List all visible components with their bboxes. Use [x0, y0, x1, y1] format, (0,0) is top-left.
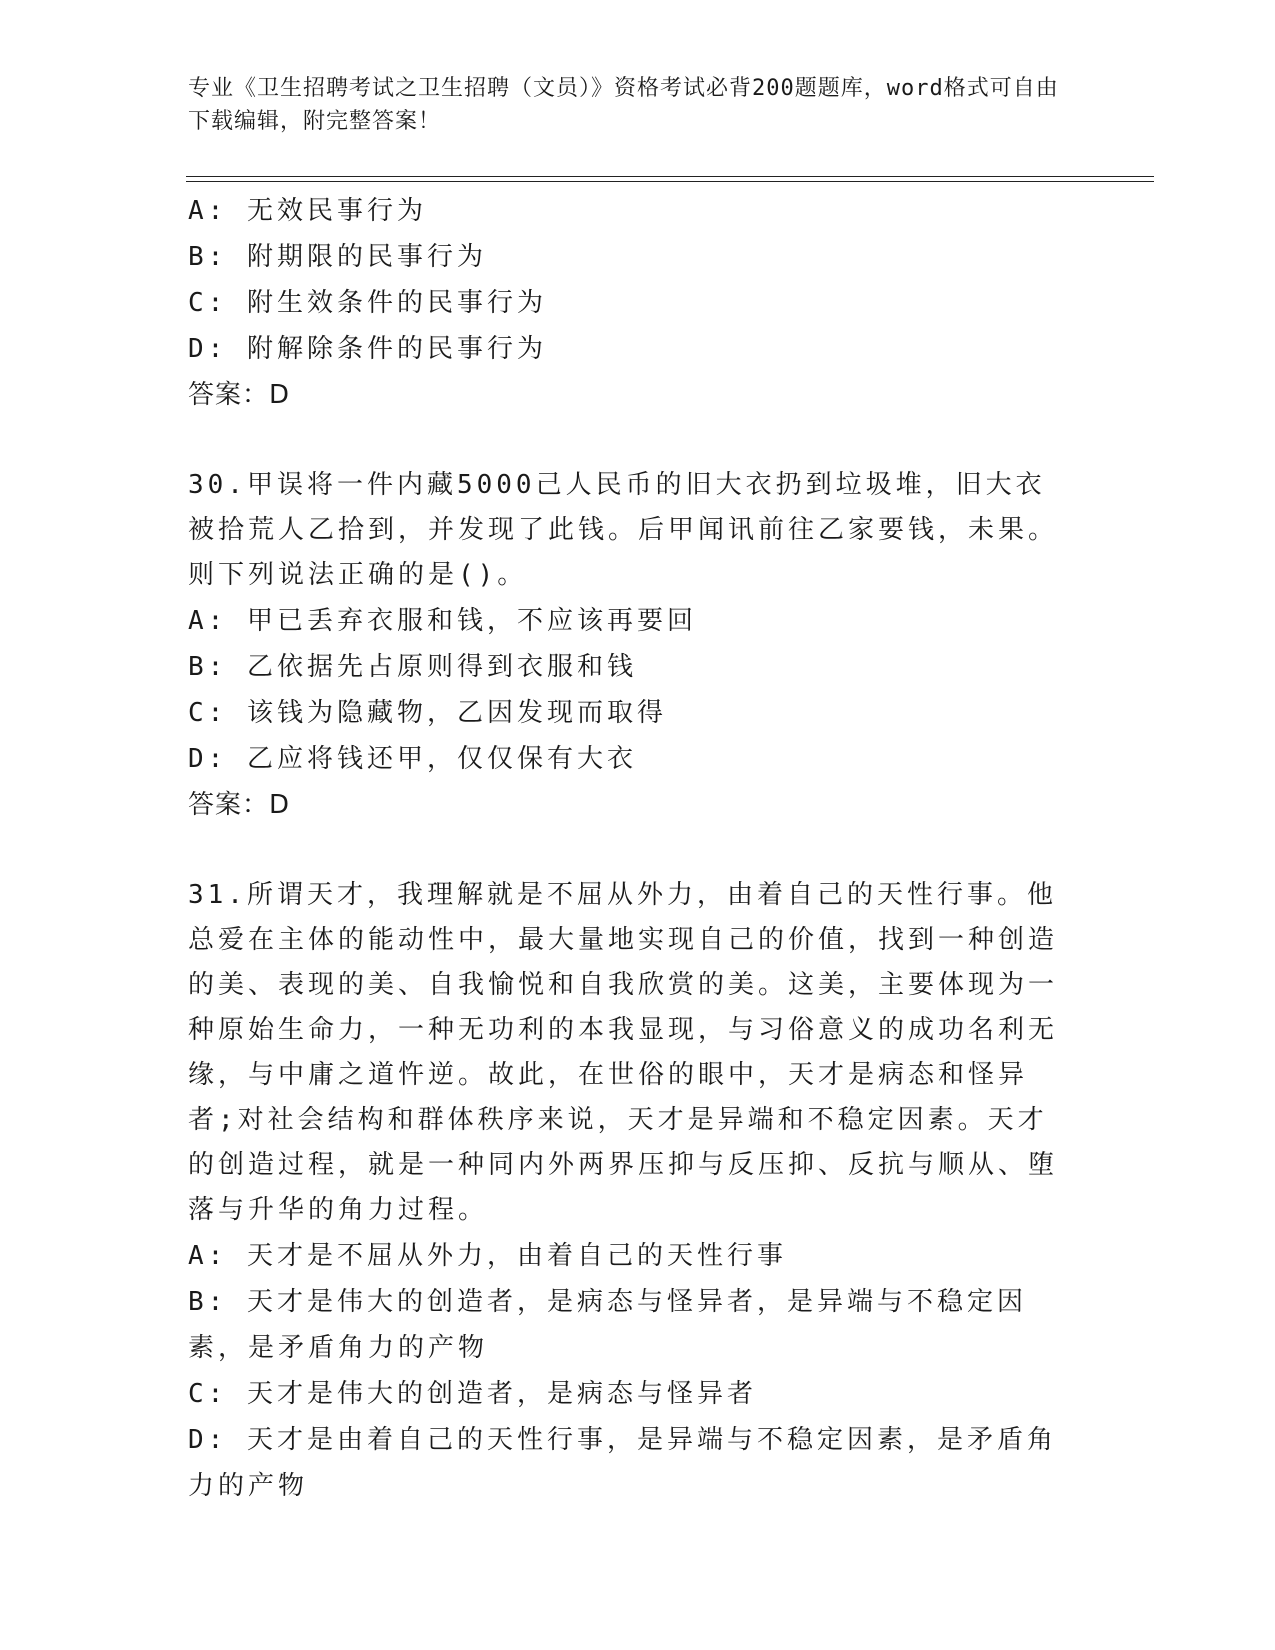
q30-option-d: D: 乙应将钱还甲，仅仅保有大衣	[188, 744, 637, 774]
q29-answer: 答案：D	[188, 380, 291, 410]
q31-option-b: B: 天才是伟大的创造者，是病态与怪异者，是异端与不稳定因素，是矛盾角力的产物	[188, 1287, 1027, 1363]
q30-option-a: A: 甲已丢弃衣服和钱，不应该再要回	[188, 606, 697, 636]
q31-option-d: D: 天才是由着自己的天性行事，是异端与不稳定因素，是矛盾角力的产物	[188, 1425, 1057, 1501]
q29-option-a: A: 无效民事行为	[188, 196, 427, 226]
q29-option-b: B: 附期限的民事行为	[188, 242, 487, 272]
q30-option-b: B: 乙依据先占原则得到衣服和钱	[188, 652, 637, 682]
header-rule-top	[186, 176, 1154, 177]
document-header	[188, 72, 1068, 138]
question-29-block	[188, 188, 1068, 418]
q30-answer: 答案：D	[188, 790, 291, 820]
q30-stem: 30.甲误将一件内藏5000己人民币的旧大衣扔到垃圾堆，旧大衣被拾荒人乙拾到，并发现了此钱。后甲闻讯前往乙家要钱，未果。则下列说法正确的是()。	[188, 470, 1059, 590]
q29-option-d: D: 附解除条件的民事行为	[188, 334, 547, 364]
q29-option-c: C: 附生效条件的民事行为	[188, 288, 547, 318]
spacer	[188, 828, 1068, 873]
spacer	[188, 418, 1068, 463]
q31-option-a: A: 天才是不屈从外力，由着自己的天性行事	[188, 1241, 787, 1271]
q31-option-c: C: 天才是伟大的创造者，是病态与怪异者	[188, 1379, 757, 1409]
q31-stem: 31.所谓天才，我理解就是不屈从外力，由着自己的天性行事。他总爱在主体的能动性中，最大量地实现自己的价值，找到一种创造的美、表现的美、自我愉悦和自我欣赏的美。这美，主要体现为一种原始生命力，一种无功利的本我显现，与习俗意义的成功名利无缘，与中庸之道忤逆。故此，在世俗的眼中，天才是病态和怪异者;对社会结构和群体秩序来说，天才是异端和不稳定因素。天才的创造过程，就是一种同内外两界压抑与反压抑、反抗与顺从、堕落与升华的角力过程。	[188, 880, 1059, 1225]
question-content	[188, 188, 1068, 1509]
q30-option-c: C: 该钱为隐藏物，乙因发现而取得	[188, 698, 667, 728]
header-text: 专业《卫生招聘考试之卫生招聘（文员）》资格考试必背200题题库，word格式可自由下载编辑，附完整答案！	[188, 76, 1059, 134]
header-rule-bottom	[186, 181, 1154, 182]
question-31-block	[188, 873, 1068, 1509]
question-30-block	[188, 463, 1068, 828]
